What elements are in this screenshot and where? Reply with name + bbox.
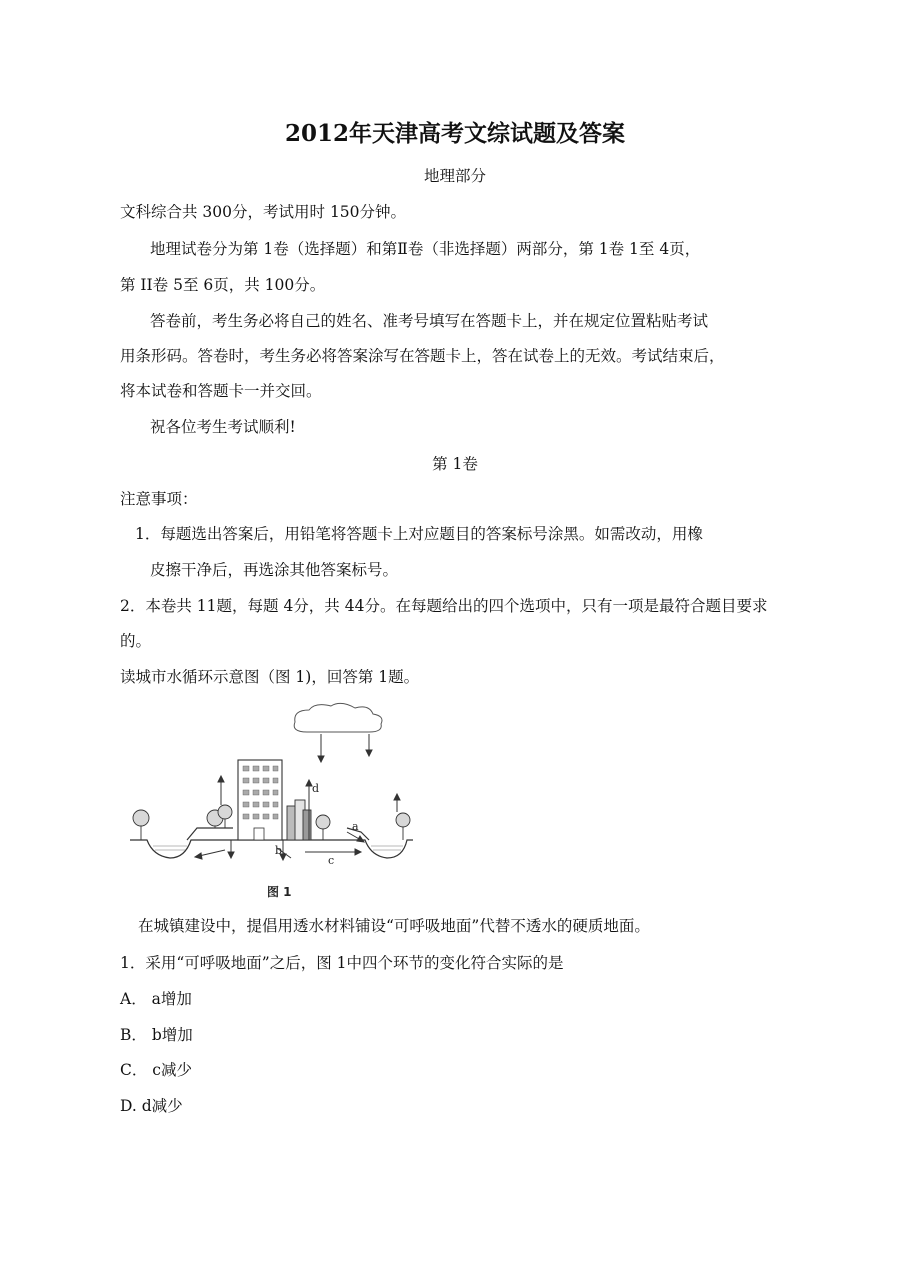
option-d: D. d减少 [120, 1097, 183, 1115]
structure-line-1: 地理试卷分为第 1卷（选择题）和第Ⅱ卷（非选择题）两部分，第 1卷 1至 4页， [150, 240, 701, 258]
section-heading: 第 1卷 [432, 455, 478, 473]
note-1-line-2: 皮擦干净后，再选涂其他答案标号。 [150, 561, 399, 579]
notes-heading: 注意事项： [120, 490, 198, 508]
question-stem: 1．采用“可呼吸地面”之后，图 1中四个环节的变化符合实际的是 [120, 954, 564, 972]
wish-line: 祝各位考生考试顺利! [150, 418, 296, 436]
label-d: d [312, 782, 320, 795]
label-c: c [328, 854, 335, 867]
note-2-line-2: 的。 [120, 632, 152, 650]
rain-arrows [318, 734, 372, 762]
option-b: B． b增加 [120, 1026, 193, 1044]
tall-building [238, 760, 282, 840]
instruction-line-2: 用条形码。答卷时，考生务必将答案涂写在答题卡上，答在试卷上的无效。考试结束后， [120, 347, 725, 365]
figure-prompt: 读城市水循环示意图（图 1)，回答第 1题。 [120, 668, 420, 686]
label-b: b [275, 844, 283, 857]
note-1-line-1: 1．每题选出答案后，用铅笔将答题卡上对应题目的答案标号涂黑。如需改动，用橡 [135, 525, 703, 543]
structure-line-2: 第 II卷 5至 6页，共 100分。 [120, 276, 326, 294]
ground-line [130, 840, 413, 858]
instruction-line-1: 答卷前，考生务必将自己的姓名、准考号填写在答题卡上，并在规定位置粘贴考试 [150, 312, 709, 330]
small-buildings [287, 800, 311, 840]
left-embankment [187, 828, 233, 840]
document-title: 2012年天津高考文综试题及答案 [284, 120, 625, 147]
cloud-shape [294, 703, 382, 732]
document-subtitle: 地理部分 [423, 167, 486, 185]
option-c: C． c减少 [120, 1061, 192, 1079]
context-paragraph: 在城镇建设中，提倡用透水材料铺设“可呼吸地面”代替不透水的硬质地面。 [138, 917, 650, 935]
label-a: a [352, 820, 359, 833]
note-2-line-1: 2．本卷共 11题，每题 4分，共 44分。在每题给出的四个选项中，只有一项是最符合题目要求 [120, 597, 768, 615]
instruction-line-3: 将本试卷和答题卡一并交回。 [120, 382, 322, 400]
exam-info: 文科综合共 300分，考试用时 150分钟。 [120, 203, 407, 221]
figure-caption: 图 1 [267, 885, 292, 899]
water-cycle-figure [125, 700, 415, 900]
option-a: A． a增加 [120, 990, 192, 1008]
